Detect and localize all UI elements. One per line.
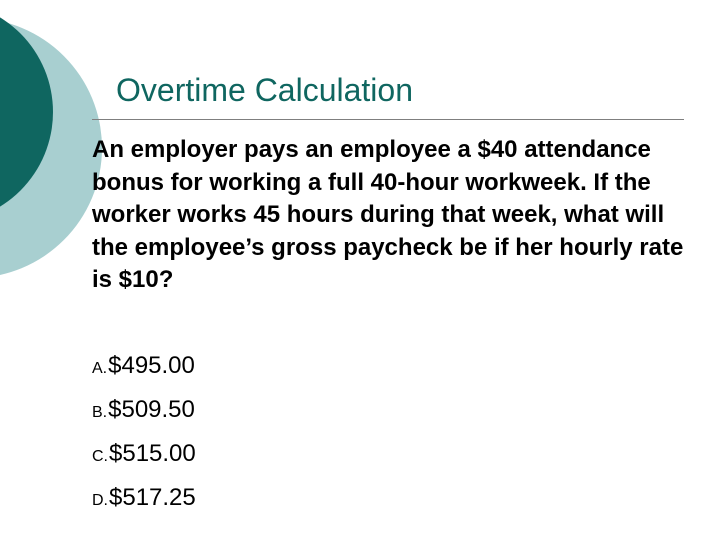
question-text: An employer pays an employee a $40 attendance bonus for working a full 40-hour workweek. If the worker works 45 hours during that week, what will the employee’s gross paycheck be if her hourly rate is $10? bbox=[92, 136, 684, 293]
option-letter: D. bbox=[92, 492, 108, 509]
option-a bbox=[92, 344, 196, 388]
slide-title: Overtime Calculation bbox=[116, 72, 413, 108]
option-value: $517.25 bbox=[109, 484, 196, 511]
option-value: $509.50 bbox=[108, 396, 195, 423]
answer-options bbox=[92, 344, 196, 520]
option-letter: C. bbox=[92, 448, 108, 465]
option-b bbox=[92, 388, 196, 432]
option-value: $495.00 bbox=[108, 352, 195, 379]
option-letter: A. bbox=[92, 360, 108, 377]
option-value: $515.00 bbox=[109, 440, 196, 467]
title-divider bbox=[92, 119, 684, 120]
option-letter: B. bbox=[92, 404, 108, 421]
option-c bbox=[92, 432, 196, 476]
option-d bbox=[92, 476, 196, 520]
